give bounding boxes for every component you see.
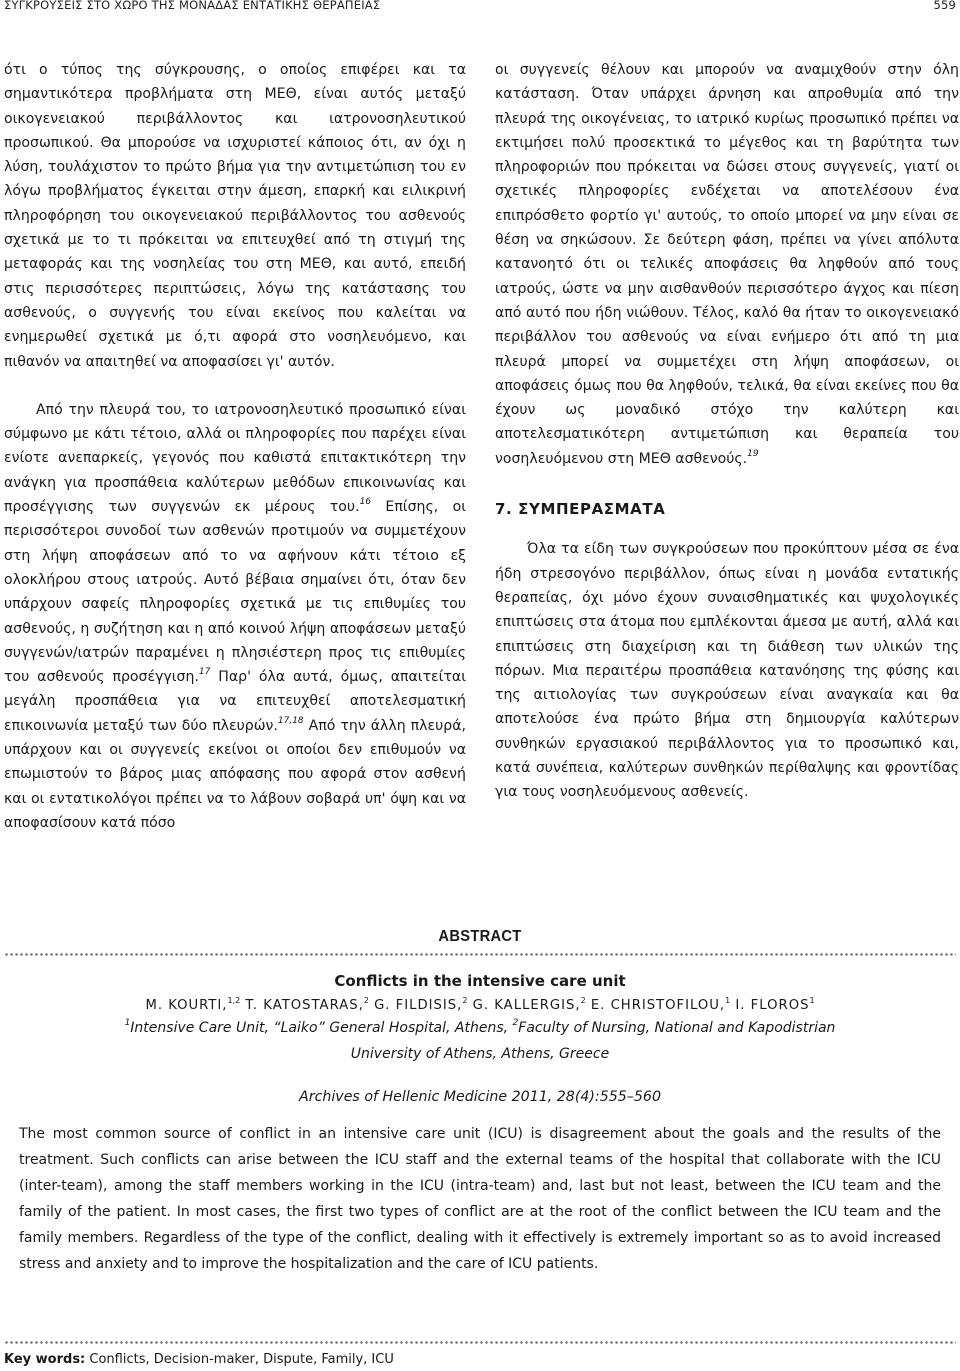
- citation-ref: 19: [747, 449, 759, 460]
- abstract-block: [0, 928, 960, 1277]
- author-list: M. KOURTI,$^{1,2}$ T. KATOSTARAS,$^2$ G. FILDISIS,$^2$ G. KALLERGIS,$^2$ E. CHRISTOFILOU,$^1$ I. FLOROS$^1$: [145, 995, 815, 1013]
- left-column: [4, 58, 466, 835]
- affiliations: $^1$Intensive Care Unit, “Laiko” General Hospital, Athens, $^2$Faculty of Nursing, National and Kapodistrian University of Athens, Athens, Greece: [124, 1018, 836, 1062]
- body-paragraph: οι συγγενείς θέλουν και μπορούν να αναμιχθούν στην όλη κατάσταση. Όταν υπάρχει άρνηση και απροθυμία από την πλευρά της οικογένειας, το ιατρικό κυρίως προσωπικό πρέπει να εκτιμήσει πολύ προσεκτικά το μέγεθος και τη βαρύτητα των πληροφοριών που πρόκειται να δώσει στους συγγενείς, γιατί οι σχετικές πληροφορίες ενδέχεται να αποτελέσουν ένα επιπρόσθετο φορτίο γι' αυτούς, το οποίο μπορεί να μην είναι σε θέση να σηκώσουν. Σε δεύτερη φάση, πρέπει να γίνει απόλυτα κατανοητό ότι οι τελικές αποφάσεις θα ληφθούν από τους ιατρούς, ώστε να μην αισθανθούν περισσότερο άγχος και πίεση από αυτό που ήδη νιώθουν. Τέλος, καλό θα ήταν το οικογενειακό περιβάλλον του ασθενούς να είναι ενήμερο ότι από τη μια πλευρά μπορεί να συμμετέχει στη λήψη αποφάσεων, οι αποφάσεις όμως που θα ληφθούν, τελικά, θα είναι εκείνες που θα έχουν ως μοναδικό στόχο την καλύτερη και αποτελεσματικότερη αντιμετώπιση και θεραπεία του νοσηλευόμενου στη ΜΕΘ ασθενούς.$^{19}$: [495, 62, 959, 467]
- dotted-divider: [4, 952, 956, 958]
- running-title: ΣΥΓΚΡΟΥΣΕΙΣ ΣΤΟ ΧΩΡΟ ΤΗΣ ΜΟΝΑΔΑΣ ΕΝΤΑΤΙΚΗΣ ΘΕΡΑΠΕΙΑΣ: [4, 0, 381, 12]
- abstract-title: Conflicts in the intensive care unit: [334, 972, 626, 990]
- body-paragraph: ότι ο τύπος της σύγκρουσης, ο οποίος επιφέρει και τα σημαντικότερα προβλήματα στη ΜΕΘ, είναι αυτός μεταξύ οικογενειακού περιβάλλοντος και ιατρονοσηλευτικού προσωπικού. Θα μπορούσε να ισχυριστεί κάποιος ότι, αν όχι η λύση, τουλάχιστον το πρώτο βήμα για την αντιμετώπιση του εν λόγω προβλήματος έγκειται στην άμεση, επαρκή και ειλικρινή πληροφόρηση του οικογενειακού περιβάλλοντος του ασθενούς σχετικά με το τι πρόκειται να επιτευχθεί από τη στιγμή της μεταφοράς και της νοσηλείας του στη ΜΕΘ, και αυτό, επειδή στις περισσότερες περιπτώσεις, λόγω της κατάστασης του ασθενούς, ο συγγενής του είναι εκείνος που καλείται να ενημερωθεί σχετικά με ό,τι αφορά στο νοσηλευόμενο, και πιθανόν να απαιτηθεί να αποφασίσει γι' αυτόν.: [4, 62, 466, 370]
- journal-citation: Archives of Hellenic Medicine 2011, 28(4):555–560: [299, 1089, 661, 1105]
- keywords-label: Key words:: [4, 1352, 86, 1367]
- running-header: [0, 0, 960, 12]
- citation-ref: 17,18: [277, 716, 304, 727]
- body-paragraph: Όλα τα είδη των συγκρούσεων που προκύπτουν μέσα σε ένα ήδη στρεσογόνο περιβάλλον, όπως είναι η μονάδα εντατικής θεραπείας, όχι μόνο έχουν συναισθηματικές και ψυχολογικές επιπτώσεις στα άτομα που εμπλέκονται άμεσα με αυτή, αλλά και επιπτώσεις στη διαχείριση και τη διάθεση των υλικών της πόρων. Μια περαιτέρω προσπάθεια κατανόησης της φύσης και της αιτιολογίας των συγκρούσεων είναι αναγκαία και θα αποτελούσε ένα πρώτο βήμα στη δημιουργία καλύτερων συνθηκών εργασιακού περιβάλλοντος για το προσωπικό και, κατά συνέπεια, καλύτερων συνθηκών περίθαλψης και φροντίδας για τους νοσηλευόμενους ασθενείς.: [495, 541, 959, 801]
- right-column: [495, 58, 959, 805]
- citation-ref: 17: [198, 667, 211, 678]
- abstract-text: The most common source of conflict in an intensive care unit (ICU) is disagreement about the goals and the results of the treatment. Such conflicts can arise between the ICU staff and the external teams of the hospital that collaborate with the ICU (inter-team), among the staff members working in the ICU (intra-team) and, last but not least, between the ICU team and the family of the patient. In most cases, the first two types of conflict are at the root of the conflict between the ICU team and the family members. Regardless of the type of the conflict, dealing with it effectively is extremely important so as to avoid increased stress and anxiety and to improve the hospitalization and the care of ICU patients.: [19, 1126, 941, 1272]
- abstract-heading: ABSTRACT: [438, 928, 522, 945]
- page-number: 559: [933, 0, 956, 12]
- body-paragraph: Από την πλευρά του, το ιατρονοσηλευτικό προσωπικό είναι σύμφωνο με κάτι τέτοιο, αλλά οι πληροφορίες που παρέχει είναι ενίοτε ανεπαρκείς, γεγονός που καθιστά επιτακτικότερη την ανάγκη για προσπάθεια καλύτερων μεθόδων επικοινωνίας και προσέγγισης των συγγενών εκ μέρους του.$^{16}$ Επίσης, οι περισσότεροι συνοδοί των ασθενών προτιμούν να συμμετέχουν στη λήψη αποφάσεων από το να αφήνουν κάτι τέτοιο εξ ολοκλήρου στους ιατρούς. Αυτό βέβαια σημαίνει ότι, όταν δεν υπάρχουν σαφείς πληροφορίες σχετικά με τις επιθυμίες του ασθενούς, η συζήτηση και η από κοινού λήψη αποφάσεων μεταξύ συγγενών/ιατρών παραμένει η πλησιέστερη προς τις επιθυμίες του ασθενούς προσέγγιση.$^{17}$ Παρ' όλα αυτά, όμως, απαιτείται μεγάλη προσπάθεια για να επιτευχθεί αποτελεσματική επικοινωνία μεταξύ των δύο πλευρών.$^{17,18}$ Από την άλλη πλευρά, υπάρχουν και οι συγγενείς εκείνοι οι οποίοι δεν επιθυμούν να επωμιστούν το βάρος μιας απόφασης που αφορά στον ασθενή και οι εντατικολόγοι πρέπει να το λάβουν σοβαρά υπ' όψη και να αποφασίσουν κατά πόσο: [4, 401, 466, 831]
- citation-ref: 16: [359, 497, 372, 508]
- keywords-line: [4, 1352, 394, 1367]
- dotted-divider: [4, 1340, 956, 1348]
- keywords-list: Conflicts, Decision-maker, Dispute, Family, ICU: [85, 1352, 394, 1367]
- section-heading: 7. ΣΥΜΠΕΡΑΣΜΑΤΑ: [495, 500, 666, 519]
